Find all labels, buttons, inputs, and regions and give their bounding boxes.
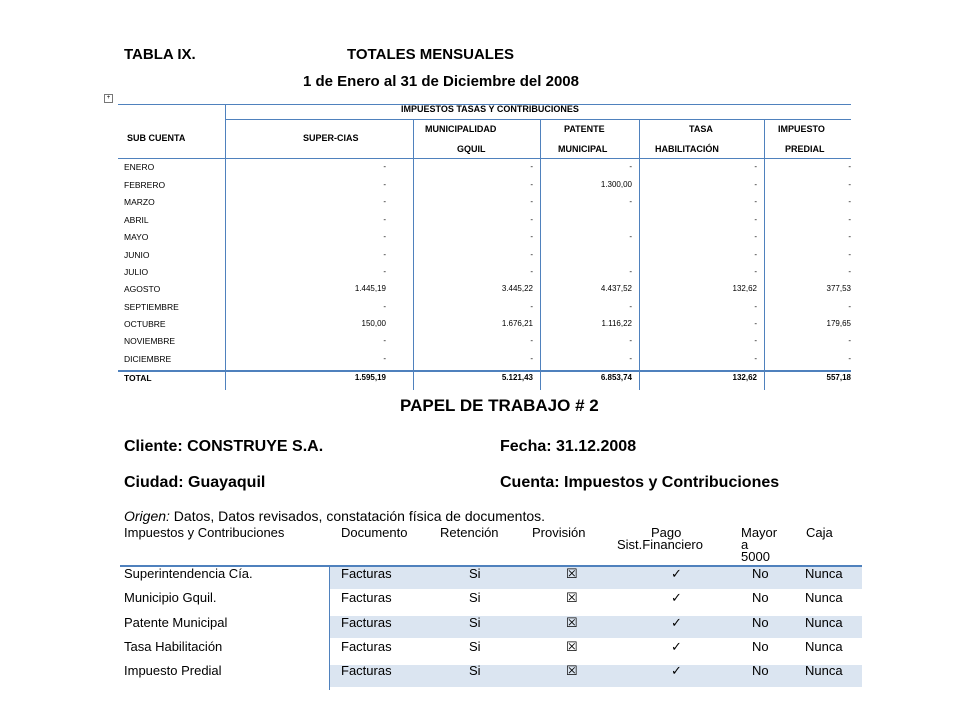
origen-line [124, 508, 545, 524]
checkbox-crossed-icon: ☒ [566, 639, 578, 654]
value-cell: - [848, 180, 851, 189]
checkbox-crossed-icon: ☒ [566, 663, 578, 678]
value-cell: - [530, 180, 533, 189]
value-cell: - [848, 336, 851, 345]
month-cell: NOVIEMBRE [124, 336, 176, 346]
row-name: Superintendencia Cía. [124, 566, 253, 581]
month-cell: DICIEMBRE [124, 354, 172, 364]
cliente-label: Cliente: CONSTRUYE S.A. [124, 438, 324, 455]
papel-title: PAPEL DE TRABAJO # 2 [400, 396, 599, 415]
hdr-caja: Caja [806, 525, 833, 540]
value-cell: - [848, 215, 851, 224]
hdr-pago-2: Sist.Financiero [617, 537, 703, 552]
hdr-retencion: Retención [440, 525, 499, 540]
value-cell: - [383, 162, 386, 171]
value-cell: - [530, 197, 533, 206]
ciudad-label: Ciudad: Guayaquil [124, 474, 266, 491]
hdr-pago-1: Pago [651, 525, 682, 540]
period-title: 1 de Enero al 31 de Diciembre del 2008 [303, 73, 579, 90]
value-cell: - [383, 180, 386, 189]
total-label: TOTAL [124, 373, 152, 383]
row-retencion: Si [469, 639, 481, 654]
value-cell: - [629, 162, 632, 171]
value-cell: 150,00 [361, 319, 386, 328]
check-icon: ✓ [671, 639, 682, 654]
group-header: IMPUESTOS TASAS Y CONTRIBUCIONES [401, 104, 579, 114]
table-title: TOTALES MENSUALES [347, 46, 514, 63]
total-cell: 5.121,43 [501, 373, 533, 382]
month-cell: OCTUBRE [124, 319, 166, 329]
value-cell: 377,53 [826, 284, 851, 293]
month-cell: FEBRERO [124, 180, 166, 190]
value-cell: - [629, 197, 632, 206]
check-icon: ✓ [671, 566, 682, 581]
row-retencion: Si [469, 663, 481, 678]
table-move-handle-icon[interactable]: + [104, 94, 113, 103]
total-cell: 132,62 [732, 373, 757, 382]
row-mayor: No [752, 639, 769, 654]
value-cell: - [383, 232, 386, 241]
total-cell: 1.595,19 [354, 373, 386, 382]
row-documento: Facturas [341, 639, 392, 654]
value-cell: - [848, 250, 851, 259]
value-cell: - [754, 197, 757, 206]
row-caja: Nunca [805, 615, 843, 630]
month-cell: ENERO [124, 162, 155, 172]
row-retencion: Si [469, 566, 481, 581]
row-caja: Nunca [805, 639, 843, 654]
row-mayor: No [752, 590, 769, 605]
month-cell: JULIO [124, 267, 149, 277]
value-cell: - [848, 197, 851, 206]
row-name: Impuesto Predial [124, 663, 222, 678]
month-cell: MAYO [124, 232, 149, 242]
row-documento: Facturas [341, 566, 392, 581]
value-cell: - [629, 232, 632, 241]
value-cell: 1.445,19 [354, 284, 386, 293]
papel-header [124, 525, 864, 565]
value-cell: - [530, 354, 533, 363]
value-cell: - [383, 197, 386, 206]
cuenta-label: Cuenta: Impuestos y Contribuciones [500, 474, 780, 491]
checkbox-crossed-icon: ☒ [566, 615, 578, 630]
value-cell: - [848, 302, 851, 311]
value-cell: 4.437,52 [600, 284, 632, 293]
value-cell: - [754, 354, 757, 363]
fecha-label: Fecha: 31.12.2008 [500, 438, 637, 455]
month-cell: JUNIO [124, 250, 150, 260]
total-cell: 6.853,74 [600, 373, 632, 382]
total-cell: 557,18 [826, 373, 851, 382]
value-cell: - [754, 180, 757, 189]
value-cell: 3.445,22 [501, 284, 533, 293]
row-name: Tasa Habilitación [124, 639, 223, 654]
value-cell: - [530, 336, 533, 345]
value-cell: 1.300,00 [600, 180, 632, 189]
row-documento: Facturas [341, 590, 392, 605]
row-caja: Nunca [805, 663, 843, 678]
value-cell: - [848, 162, 851, 171]
hdr-impuestos: Impuestos y Contribuciones [124, 525, 285, 540]
value-cell: - [754, 336, 757, 345]
check-icon: ✓ [671, 663, 682, 678]
month-cell: AGOSTO [124, 284, 161, 294]
check-icon: ✓ [671, 590, 682, 605]
value-cell: - [530, 232, 533, 241]
month-cell: ABRIL [124, 215, 149, 225]
col-gquil: GQUIL [457, 144, 486, 154]
hdr-mayor-1: Mayor [741, 525, 778, 540]
origen-label: Origen: [124, 508, 170, 524]
value-cell: - [629, 336, 632, 345]
value-cell: - [754, 250, 757, 259]
col-municipal: MUNICIPAL [558, 144, 608, 154]
value-cell: - [383, 250, 386, 259]
value-cell: - [754, 232, 757, 241]
row-mayor: No [752, 615, 769, 630]
value-cell: - [848, 354, 851, 363]
table-ix [118, 104, 851, 390]
month-cell: MARZO [124, 197, 155, 207]
hdr-mayor-2: a [741, 537, 749, 552]
value-cell: - [530, 302, 533, 311]
value-cell: - [383, 267, 386, 276]
value-cell: - [383, 215, 386, 224]
table-label: TABLA IX. [124, 46, 196, 63]
value-cell: 179,65 [826, 319, 851, 328]
hdr-documento: Documento [341, 525, 408, 540]
value-cell: 132,62 [732, 284, 757, 293]
value-cell: 1.676,21 [501, 319, 533, 328]
value-cell: - [848, 232, 851, 241]
value-cell: - [754, 302, 757, 311]
value-cell: - [629, 267, 632, 276]
col-tasa: TASA [689, 124, 713, 134]
row-documento: Facturas [341, 663, 392, 678]
row-retencion: Si [469, 590, 481, 605]
row-name: Patente Municipal [124, 615, 228, 630]
checkbox-crossed-icon: ☒ [566, 566, 578, 581]
value-cell: - [629, 354, 632, 363]
col-predial: PREDIAL [785, 144, 825, 154]
value-cell: - [629, 302, 632, 311]
hdr-mayor-3: 5000 [741, 549, 770, 564]
col-municipalidad: MUNICIPALIDAD [425, 124, 497, 134]
row-name: Municipio Gquil. [124, 590, 217, 605]
papel-table [120, 565, 862, 690]
checkbox-crossed-icon: ☒ [566, 590, 578, 605]
value-cell: - [754, 319, 757, 328]
value-cell: - [530, 250, 533, 259]
col-patente: PATENTE [564, 124, 605, 134]
value-cell: - [530, 267, 533, 276]
value-cell: - [754, 215, 757, 224]
value-cell: - [530, 215, 533, 224]
origen-text: Datos, Datos revisados, constatación física de documentos. [169, 508, 546, 524]
hdr-provision: Provisión [532, 525, 586, 540]
col-habilitacion: HABILITACIÓN [655, 144, 719, 154]
row-retencion: Si [469, 615, 481, 630]
value-cell: - [383, 336, 386, 345]
value-cell: - [383, 354, 386, 363]
value-cell: - [530, 162, 533, 171]
col-super-cias: SUPER-CIAS [303, 133, 359, 143]
value-cell: - [383, 302, 386, 311]
row-caja: Nunca [805, 590, 843, 605]
month-cell: SEPTIEMBRE [124, 302, 179, 312]
row-mayor: No [752, 663, 769, 678]
col-sub-cuenta: SUB CUENTA [127, 133, 186, 143]
value-cell: - [848, 267, 851, 276]
value-cell: - [754, 267, 757, 276]
check-icon: ✓ [671, 615, 682, 630]
value-cell: - [754, 162, 757, 171]
row-documento: Facturas [341, 615, 392, 630]
value-cell: 1.116,22 [601, 319, 632, 328]
row-caja: Nunca [805, 566, 843, 581]
row-mayor: No [752, 566, 769, 581]
col-impuesto: IMPUESTO [778, 124, 825, 134]
